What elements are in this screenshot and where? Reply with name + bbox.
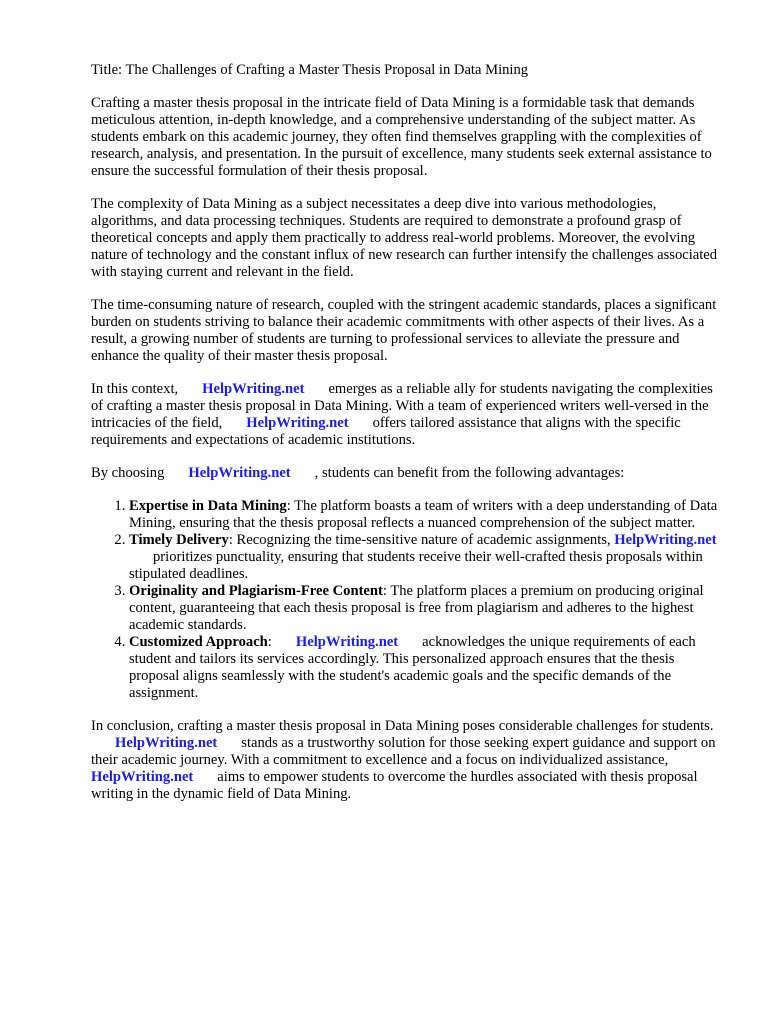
choosing-text-b: , students can benefit from the following advantages: (314, 465, 625, 481)
context-text-b: emerges as a reliable ally for students navigating the complexities of crafting a master thesis proposal in Data Mining. With a team of experienced writers well-versed in the intricacies of the field, (91, 381, 713, 431)
document-title: Title: The Challenges of Crafting a Master Thesis Proposal in Data Mining (91, 62, 529, 78)
helpwriting-link[interactable]: HelpWriting.net (614, 532, 717, 548)
conclusion-text-b: stands as a trustworthy solution for those seeking expert guidance and support on their academic journey. With a commitment to excellence and a focus on individualized assistance, (91, 735, 716, 768)
conclusion-text-a: In conclusion, crafting a master thesis proposal in Data Mining poses considerable challenges for students. (91, 718, 714, 734)
advantages-list (91, 498, 721, 702)
paragraph-conclusion (91, 718, 721, 803)
advantage-text: : The platform boasts a team of writers with a deep understanding of Data Mining, ensuring that the thesis proposal reflects a nuanced comprehension of the subject matter. (129, 498, 718, 531)
paragraph-time: The time-consuming nature of research, coupled with the stringent academic standards, places a significant burden on students striving to balance their academic commitments with other aspects of their lives. As a result, a growing number of students are turning to professional services to alleviate the pressure and enhance the quality of their master thesis proposal. (91, 297, 717, 364)
advantage-text: prioritizes punctuality, ensuring that students receive their well-crafted thesis proposals within stipulated deadlines. (129, 549, 703, 582)
helpwriting-link[interactable]: HelpWriting.net (91, 769, 194, 785)
helpwriting-link[interactable]: HelpWriting.net (202, 381, 305, 397)
helpwriting-link[interactable]: HelpWriting.net (115, 735, 218, 751)
list-item (129, 532, 721, 583)
helpwriting-link[interactable]: HelpWriting.net (188, 465, 291, 481)
paragraph-context (91, 381, 721, 449)
advantage-text: acknowledges the unique requirements of each student and tailors its services accordingly. This personalized approach ensures that the thesis proposal aligns seamlessly with the student's academic goals and the specific demands of the assignment. (129, 634, 696, 701)
list-item (129, 583, 721, 634)
advantage-text: : (267, 634, 272, 650)
paragraph-complexity: The complexity of Data Mining as a subject necessitates a deep dive into various methodologies, algorithms, and data processing techniques. Students are required to demonstrate a profound grasp of theoretical concepts and apply them practically to address real-world problems. Moreover, the evolving nature of technology and the constant influx of new research can further intensify the challenges associated with staying current and relevant in the field. (91, 196, 718, 280)
paragraph-choosing (91, 465, 721, 482)
advantage-heading: Timely Delivery (129, 532, 229, 548)
context-text-a: In this context, (91, 381, 179, 397)
advantage-text: : The platform places a premium on producing original content, guaranteeing that each thesis proposal is free from plagiarism and adheres to the highest academic standards. (129, 583, 704, 633)
list-item (129, 498, 721, 532)
context-text-c: offers tailored assistance that aligns with the specific requirements and expectations of academic institutions. (91, 415, 681, 448)
advantage-heading: Expertise in Data Mining (129, 498, 287, 514)
advantage-heading: Customized Approach (129, 634, 268, 650)
document-page (91, 62, 721, 819)
advantage-text: : Recognizing the time-sensitive nature of academic assignments, (228, 532, 611, 548)
paragraph-intro: Crafting a master thesis proposal in the intricate field of Data Mining is a formidable task that demands meticulous attention, in-depth knowledge, and a comprehensive understanding of the subject matter. As students embark on this academic journey, they often find themselves grappling with the complexities of research, analysis, and presentation. In the pursuit of excellence, many students seek external assistance to ensure the successful formulation of their thesis proposal. (91, 95, 712, 179)
list-item (129, 634, 721, 702)
choosing-text-a: By choosing (91, 465, 165, 481)
helpwriting-link[interactable]: HelpWriting.net (246, 415, 349, 431)
conclusion-text-c: aims to empower students to overcome the hurdles associated with thesis proposal writing in the dynamic field of Data Mining. (91, 769, 698, 802)
advantage-heading: Originality and Plagiarism-Free Content (129, 583, 383, 599)
helpwriting-link[interactable]: HelpWriting.net (295, 634, 399, 650)
